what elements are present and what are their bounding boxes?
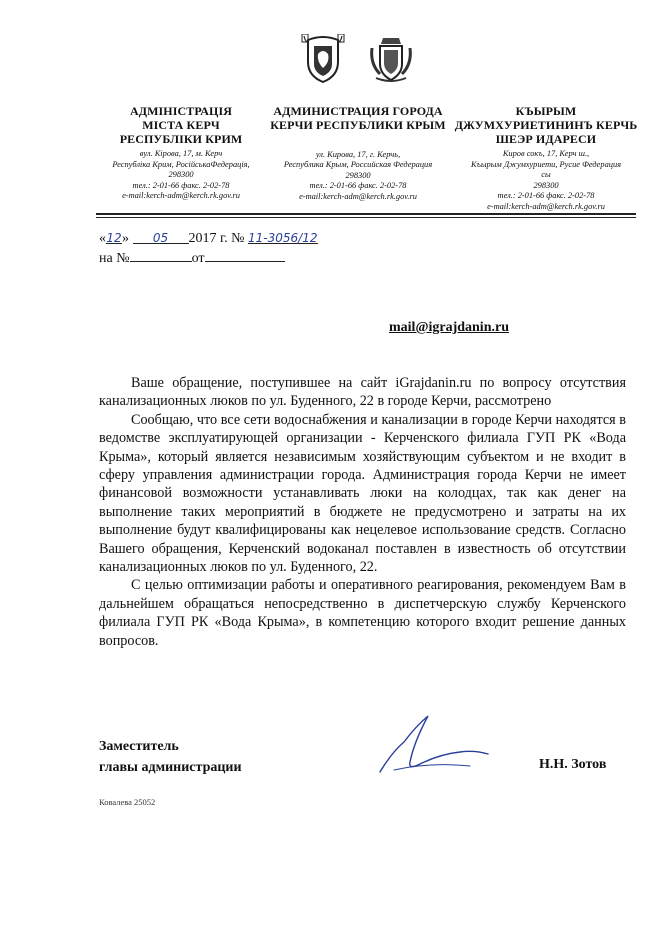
reg-year-text: 2017 г. № [188,231,245,246]
address-line: 298300 [168,170,194,180]
address-line: ул. Кирова, 17, г. Керчь, [315,149,401,159]
header-ukrainian-title [96,105,266,146]
executor-note: Ковалева 25052 [99,797,156,807]
header-ukrainian-title-line: МІСТА КЕРЧ [142,117,220,132]
reply-to-number-field [130,249,192,262]
kerch-coat-of-arms-icon [300,34,346,84]
reply-to-date-field [205,249,285,262]
reg-number: 11-3056/12 [248,231,318,245]
crimea-coat-of-arms-icon [368,34,414,84]
address-line: 298300 [533,180,559,190]
header-divider-bottom [96,217,636,218]
header-russian-title-line: КЕРЧИ РЕСПУБЛИКИ КРЫМ [270,117,446,132]
signatory-name: Н.Н. Зотов [539,757,607,772]
address-line: Республіка Крим, РосійськаФедерація, [112,159,250,169]
reg-month: 05 [133,231,189,244]
address-line: e-mail:kerch-adm@kerch.rk.gov.ru [487,201,605,211]
reg-day: 12 [106,231,122,245]
letter-body [99,374,626,650]
address-line: Республика Крым, Российская Федерация [283,160,433,170]
header-crimean-tatar-title-line: КЪЫРЫМ [515,104,577,118]
handwritten-signature [370,712,500,778]
address-line: e-mail:kerch-adm@kerch.rk.gov.ru [299,191,417,201]
address-line: 298300 [345,170,371,180]
address-line: Киров сокъ, 17, Керч ш., [502,149,590,159]
quote-close: » [122,231,129,246]
recipient-email: mail@igrajdanin.ru [389,320,509,335]
address-line: тел.: 2-01-66 факс. 2-02-78 [309,181,407,191]
address-line: вул. Кірова, 17, м. Керч [139,149,223,159]
header-crimean-tatar-title [448,105,644,146]
header-crimean-tatar-title-line: ДЖУМХУРИЕТИНИНЪ КЕРЧЬ [454,117,638,132]
header-crimean-tatar-address [448,149,644,212]
header-russian-title-line: АДМИНИСТРАЦИЯ ГОРОДА [273,104,443,118]
address-line: e-mail:kerch-adm@kerch.rk.gov.ru [122,191,240,201]
reply-to-prefix: на № [99,251,130,266]
header-ukrainian-title-line: АДМІНІСТРАЦІЯ [129,104,233,118]
header-crimean-tatar-title-line: ШЕЭР ИДАРЕСИ [495,131,597,146]
address-line: сы [541,170,551,180]
body-paragraph-3: С целью оптимизации работы и оперативного реагирования, рекомендуем Вам в дальнейшем обращаться непосредственно в диспетчерскую службу Керченского филиала ГУП РК «Вода Крыма», в компетенцию которого входит решение данных вопросов. [99,577,626,649]
header-ukrainian [96,105,266,202]
body-paragraph-1: Ваше обращение, поступившее на сайт iGrajdanin.ru по вопросу отсутствия канализационных люков по ул. Буденного, 22 в городе Керчи, рассмотрено [99,375,626,410]
header-crimean-tatar [448,105,644,212]
signatory-position-line2: главы администрации [99,760,242,775]
header-ukrainian-title-line: РЕСПУБЛІКИ КРИМ [119,131,243,146]
body-paragraph-2: Сообщаю, что все сети водоснабжения и канализации в городе Керчи находятся в ведомстве эксплуатирующей организации - Керченского филиала ГУП РК «Вода Крыма», который является независимым хозяйствующим субъектом и не входит в сферу управления администрации города. Администрация города Керчи не имеет финансовой возможности устанавливать люки на колодцах, так как денег на выполнение таких мероприятий в бюджете не предусмотрено и затраты на их выполнение будут квалифицированы как нецелевое использование средств. Согласно Вашего обращения, Керченский водоканал поставлен в известность об отсутствии канализационных люков по ул. Буденного, 22. [99,411,626,576]
header-divider-top [96,213,636,215]
reply-to-from: от [191,251,205,266]
reply-to-line [99,249,285,267]
quote-open: « [99,231,106,246]
address-line: тел.: 2-01-66 факс. 2-02-78 [132,180,230,190]
header-ukrainian-address [96,149,266,202]
header-russian-title [268,105,448,133]
header-russian [268,105,448,202]
address-line: Къырым Джумхуриети, Русие Федерация [470,159,622,169]
address-line: тел.: 2-01-66 факс. 2-02-78 [497,191,595,201]
signatory-position [99,736,242,778]
header-russian-address [268,150,448,203]
registration-line [99,231,318,247]
signatory-position-line1: Заместитель [99,739,179,754]
